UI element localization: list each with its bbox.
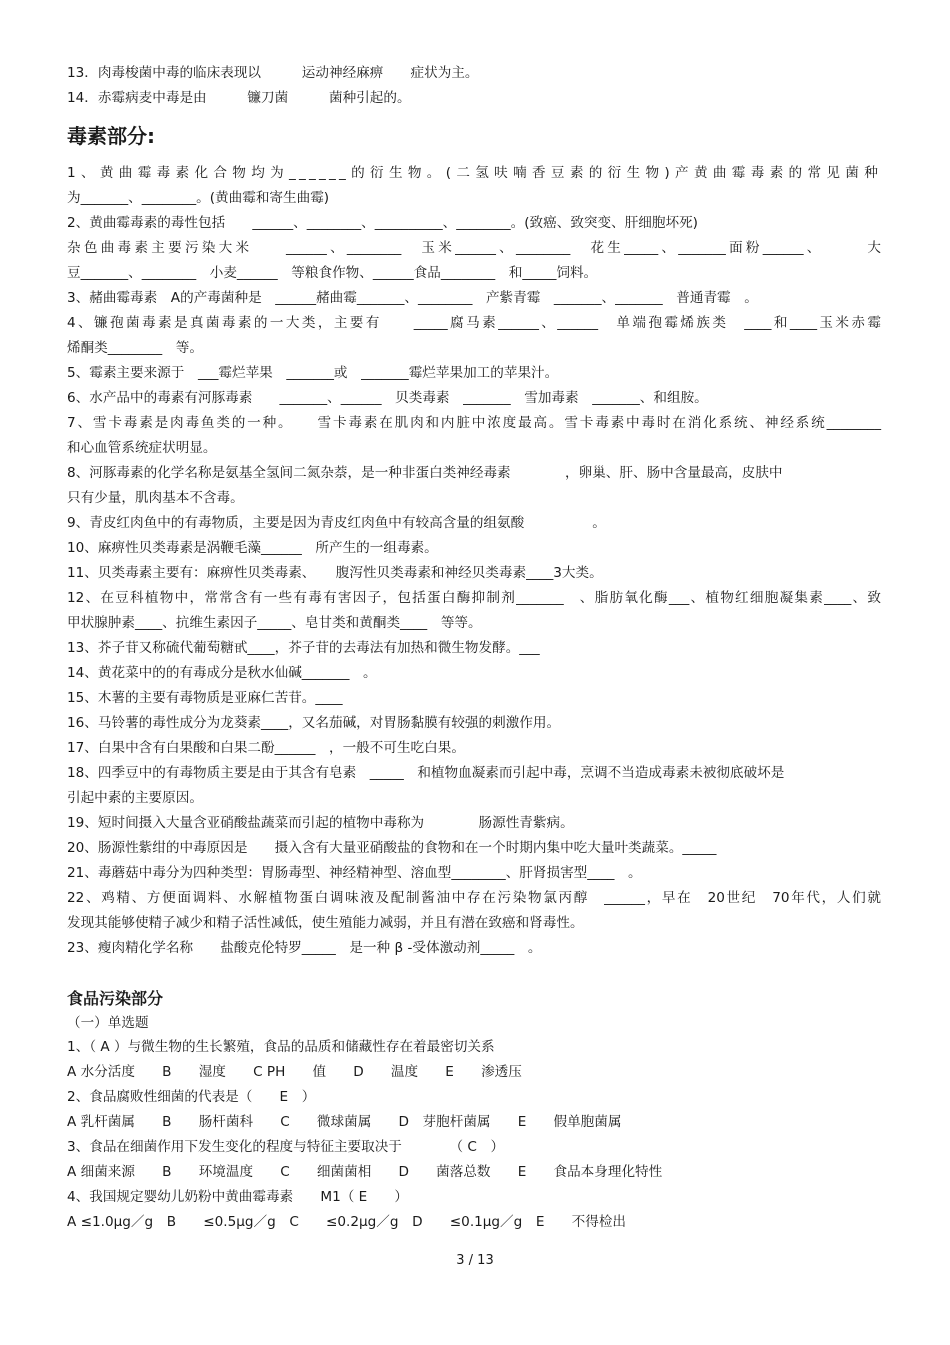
text-line: 20、肠源性紫绀的中毒原因是 摄入含有大量亚硝酸盐的食物和在一个时期内集中吃大量叶类蔬菜。_____: [67, 840, 717, 856]
page-number: 3 / 13: [456, 1253, 494, 1268]
text-line: 甲状腺肿素____、抗维生素因子_____、皂甘类和黄酮类____ 等等。: [67, 615, 482, 631]
question-options: A 水分活度 B 湿度 C PH 值 D 温度 E 渗透压: [67, 1064, 522, 1080]
question-options: A 乳杆菌属 B 肠杆菌科 C 微球菌属 D 芽胞杆菌属 E 假单胞菌属: [67, 1114, 622, 1130]
question-options: A ≤1.0μg／g B ≤0.5μg／g C ≤0.2μg／g D ≤0.1μg／g E 不得检出: [67, 1214, 627, 1230]
text-line: 14、黄花菜中的的有毒成分是秋水仙碱_______ 。: [67, 665, 377, 681]
text-line: 13、芥子苷又称硫代葡萄糖甙____，芥子苷的去毒法有加热和微生物发酵。___: [67, 640, 540, 656]
text-line: 15、木薯的主要有毒物质是亚麻仁苦苷。____: [67, 690, 343, 706]
text-line: 12、在豆科植物中，常常含有一些有毒有害因子，包括蛋白酶抑制剂_______ 、脂肪氧化酶___、植物红细胞凝集素____、致: [67, 590, 881, 606]
text-line: 7、雪卡毒素是肉毒鱼类的一种。 雪卡毒素在肌肉和内脏中浓度最高。雪卡毒素中毒时在消化系统、神经系统________: [67, 415, 881, 431]
text-line: 只有少量，肌肉基本不含毒。: [67, 490, 244, 506]
text-line: 14．赤霉病麦中毒是由 镰刀菌 菌种引起的。: [67, 90, 411, 106]
text-line: 烯酮类________ 等。: [67, 340, 203, 356]
text-line: 23、瘦肉精化学名称 盐酸克伦特罗_____ 是一种 β -受体激动剂_____ 。: [67, 940, 542, 956]
text-line: 为_______、________。(黄曲霉和寄生曲霉): [67, 190, 330, 206]
text-line: 3、赭曲霉毒素 A的产毒菌种是 ______赭曲霉_______、________ 产紫青霉 _______、_______ 普通青霉 。: [67, 290, 758, 306]
text-line: 18、四季豆中的有毒物质主要是由于其含有皂素 _____ 和植物血凝素而引起中毒，烹调不当造成毒素未被彻底破坏是: [67, 765, 785, 781]
text-line: 17、白果中含有白果酸和白果二酚______ ，一般不可生吃白果。: [67, 740, 465, 756]
text-line: 和心血管系统症状明显。: [67, 440, 217, 456]
text-line: 杂色曲毒素主要污染大米 ______、________ 玉米______、________ 花生_____、_______面粉______、 大: [67, 240, 881, 256]
text-line: 2、黄曲霉毒素的毒性包括 ______、________、__________、________。(致癌、致突变、肝细胞坏死): [67, 215, 698, 231]
question-text: 1、（ A ）与微生物的生长繁殖，食品的品质和储藏性存在着最密切关系: [67, 1039, 495, 1055]
text-line: 21、毒蘑菇中毒分为四种类型：胃肠毒型、神经精神型、溶血型________、肝肾损害型____ 。: [67, 865, 642, 881]
question-text: 4、我国规定婴幼儿奶粉中黄曲霉毒素 M1（ E ）: [67, 1189, 408, 1205]
subheading-single-choice: （一）单选题: [67, 1015, 149, 1031]
question-text: 2、食品腐败性细菌的代表是（ E ）: [67, 1089, 316, 1105]
question-text: 3、食品在细菌作用下发生变化的程度与特征主要取决于 （ C ）: [67, 1139, 505, 1155]
text-line: 6、水产品中的毒素有河豚毒素 _______、______ 贝类毒素 _______ 雪加毒素 _______、和组胺。: [67, 390, 708, 406]
text-line: 9、青皮红肉鱼中的有毒物质，主要是因为青皮红肉鱼中有较高含量的组氨酸 。: [67, 515, 606, 531]
section-heading-contamination: 食品污染部分: [67, 989, 164, 1008]
text-line: 5、霉素主要来源于 ___霉烂苹果 _______或 _______霉烂苹果加工的苹果汁。: [67, 365, 559, 381]
text-line: 16、马铃薯的毒性成分为龙葵素____，又名茄碱，对胃肠黏膜有较强的刺激作用。: [67, 715, 561, 731]
text-line: 豆_______、________ 小麦______ 等粮食作物、______食品________ 和_____饲料。: [67, 265, 598, 281]
text-line: 10、麻痹性贝类毒素是涡鞭毛藻______ 所产生的一组毒素。: [67, 540, 438, 556]
text-line: 引起中素的主要原因。: [67, 790, 203, 806]
question-options: A 细菌来源 B 环境温度 C 细菌菌相 D 菌落总数 E 食品本身理化特性: [67, 1164, 663, 1180]
text-line: 1、黄曲霉毒素化合物均为______的衍生物。(二氢呋喃香豆素的衍生物)产黄曲霉毒素的常见菌种: [67, 165, 881, 181]
text-line: 19、短时间摄入大量含亚硝酸盐蔬菜而引起的植物中毒称为 肠源性青紫病。: [67, 815, 574, 831]
text-line: 8、河豚毒素的化学名称是氨基全氢间二氮杂萘，是一种非蛋白类神经毒素 ，卵巢、肝、肠中含量最高，皮肤中: [67, 465, 783, 481]
text-line: 发现其能够使精子减少和精子活性减低，使生殖能力减弱，并且有潜在致癌和肾毒性。: [67, 915, 584, 931]
text-line: 4、镰孢菌毒素是真菌毒素的一大类，主要有 _____腐马素______、______ 单端孢霉烯族类 ____和____玉米赤霉: [67, 315, 881, 331]
text-line: 22、鸡精、方便面调料、水解植物蛋白调味液及配制酱油中存在污染物氯丙醇 ______，早在 20世纪 70年代，人们就: [67, 890, 881, 906]
text-line: 13．肉毒梭菌中毒的临床表现以 运动神经麻痹 症状为主。: [67, 65, 479, 81]
text-line: 11、贝类毒素主要有：麻痹性贝类毒素、 腹泻性贝类毒素和神经贝类毒素____3大类。: [67, 565, 603, 581]
section-heading-toxins: 毒素部分:: [67, 124, 155, 148]
